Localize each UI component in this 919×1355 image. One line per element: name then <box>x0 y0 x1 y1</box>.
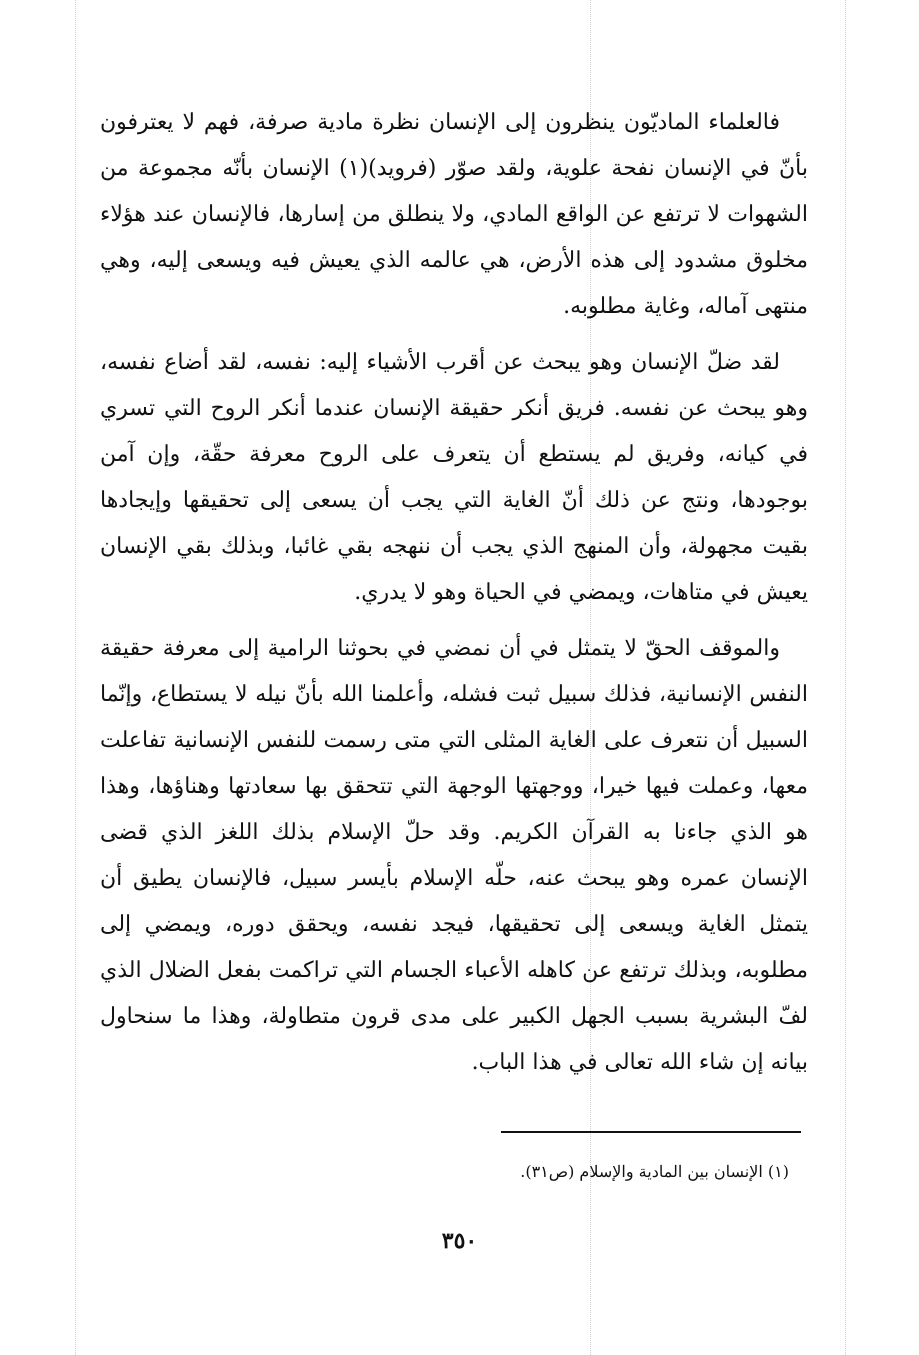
body-paragraph-2 <box>100 340 808 616</box>
paragraph-text: والموقف الحقّ لا يتمثل في أن نمضي في بحوثنا الرامية إلى معرفة حقيقة النفس الإنسانية، فذلك سبيل ثبت فشله، وأعلمنا الله بأنّ نيله لا يستطاع، وإنّما السبيل أن نتعرف على الغاية المثلى التي متى رسمت للنفس الإنسانية تفاعلت معها، وعملت فيها خيرا، ووجهتها الوجهة التي تتحقق بها سعادتها وهناؤها، وهذا هو الذي جاءنا به القرآن الكريم. وقد حلّ الإسلام بذلك اللغز الذي قضى الإنسان عمره وهو يبحث عنه، حلّه الإسلام بأيسر سبيل، فالإنسان يطيق أن يتمثل الغاية ويسعى إلى تحقيقها، فيجد نفسه، ويحقق دوره، ويمضي إلى مطلوبه، وبذلك ترتفع عن كاهله الأعباء الجسام التي تراكمت بفعل الضلال الذي لفّ البشرية بسبب الجهل الكبير على مدى قرون متطاولة، وهذا ما سنحاول بيانه إن شاء الله تعالى في هذا الباب. <box>100 636 808 1075</box>
body-paragraph-3 <box>100 626 808 1086</box>
page-number: ٣٥٠ <box>441 1228 478 1254</box>
body-paragraph-1 <box>100 100 808 330</box>
scan-artifact-line <box>845 0 846 1355</box>
paragraph-text: فالعلماء الماديّون ينظرون إلى الإنسان نظرة مادية صرفة، فهم لا يعترفون بأنّ في الإنسان نفحة علوية، ولقد صوّر (فرويد)(١) الإنسان بأنّه مجموعة من الشهوات لا ترتفع عن الواقع المادي، ولا ينطلق من إسارها، فالإنسان عند هؤلاء مخلوق مشدود إلى هذه الأرض، هي عالمه الذي يعيش فيه ويسعى إليه، وهي منتهى آماله، وغاية مطلوبه. <box>100 110 808 319</box>
paragraph-text: لقد ضلّ الإنسان وهو يبحث عن أقرب الأشياء إليه: نفسه، لقد أضاع نفسه، وهو يبحث عن نفسه. فريق أنكر حقيقة الإنسان عندما أنكر الروح التي تسري في كيانه، وفريق لم يستطع أن يتعرف على الروح معرفة حقّة، وإن آمن بوجودها، ونتج عن ذلك أنّ الغاية التي يجب أن يسعى إلى تحقيقها وإيجادها بقيت مجهولة، وأن المنهج الذي يجب أن ننهجه بقي غائبا، وبذلك بقي الإنسان يعيش في متاهات، ويمضي في الحياة وهو لا يدري. <box>100 350 808 605</box>
footnote: (١) الإنسان بين المادية والإسلام (ص٣١). <box>520 1162 789 1181</box>
footnote-divider <box>501 1131 801 1133</box>
scan-artifact-line <box>75 0 76 1355</box>
